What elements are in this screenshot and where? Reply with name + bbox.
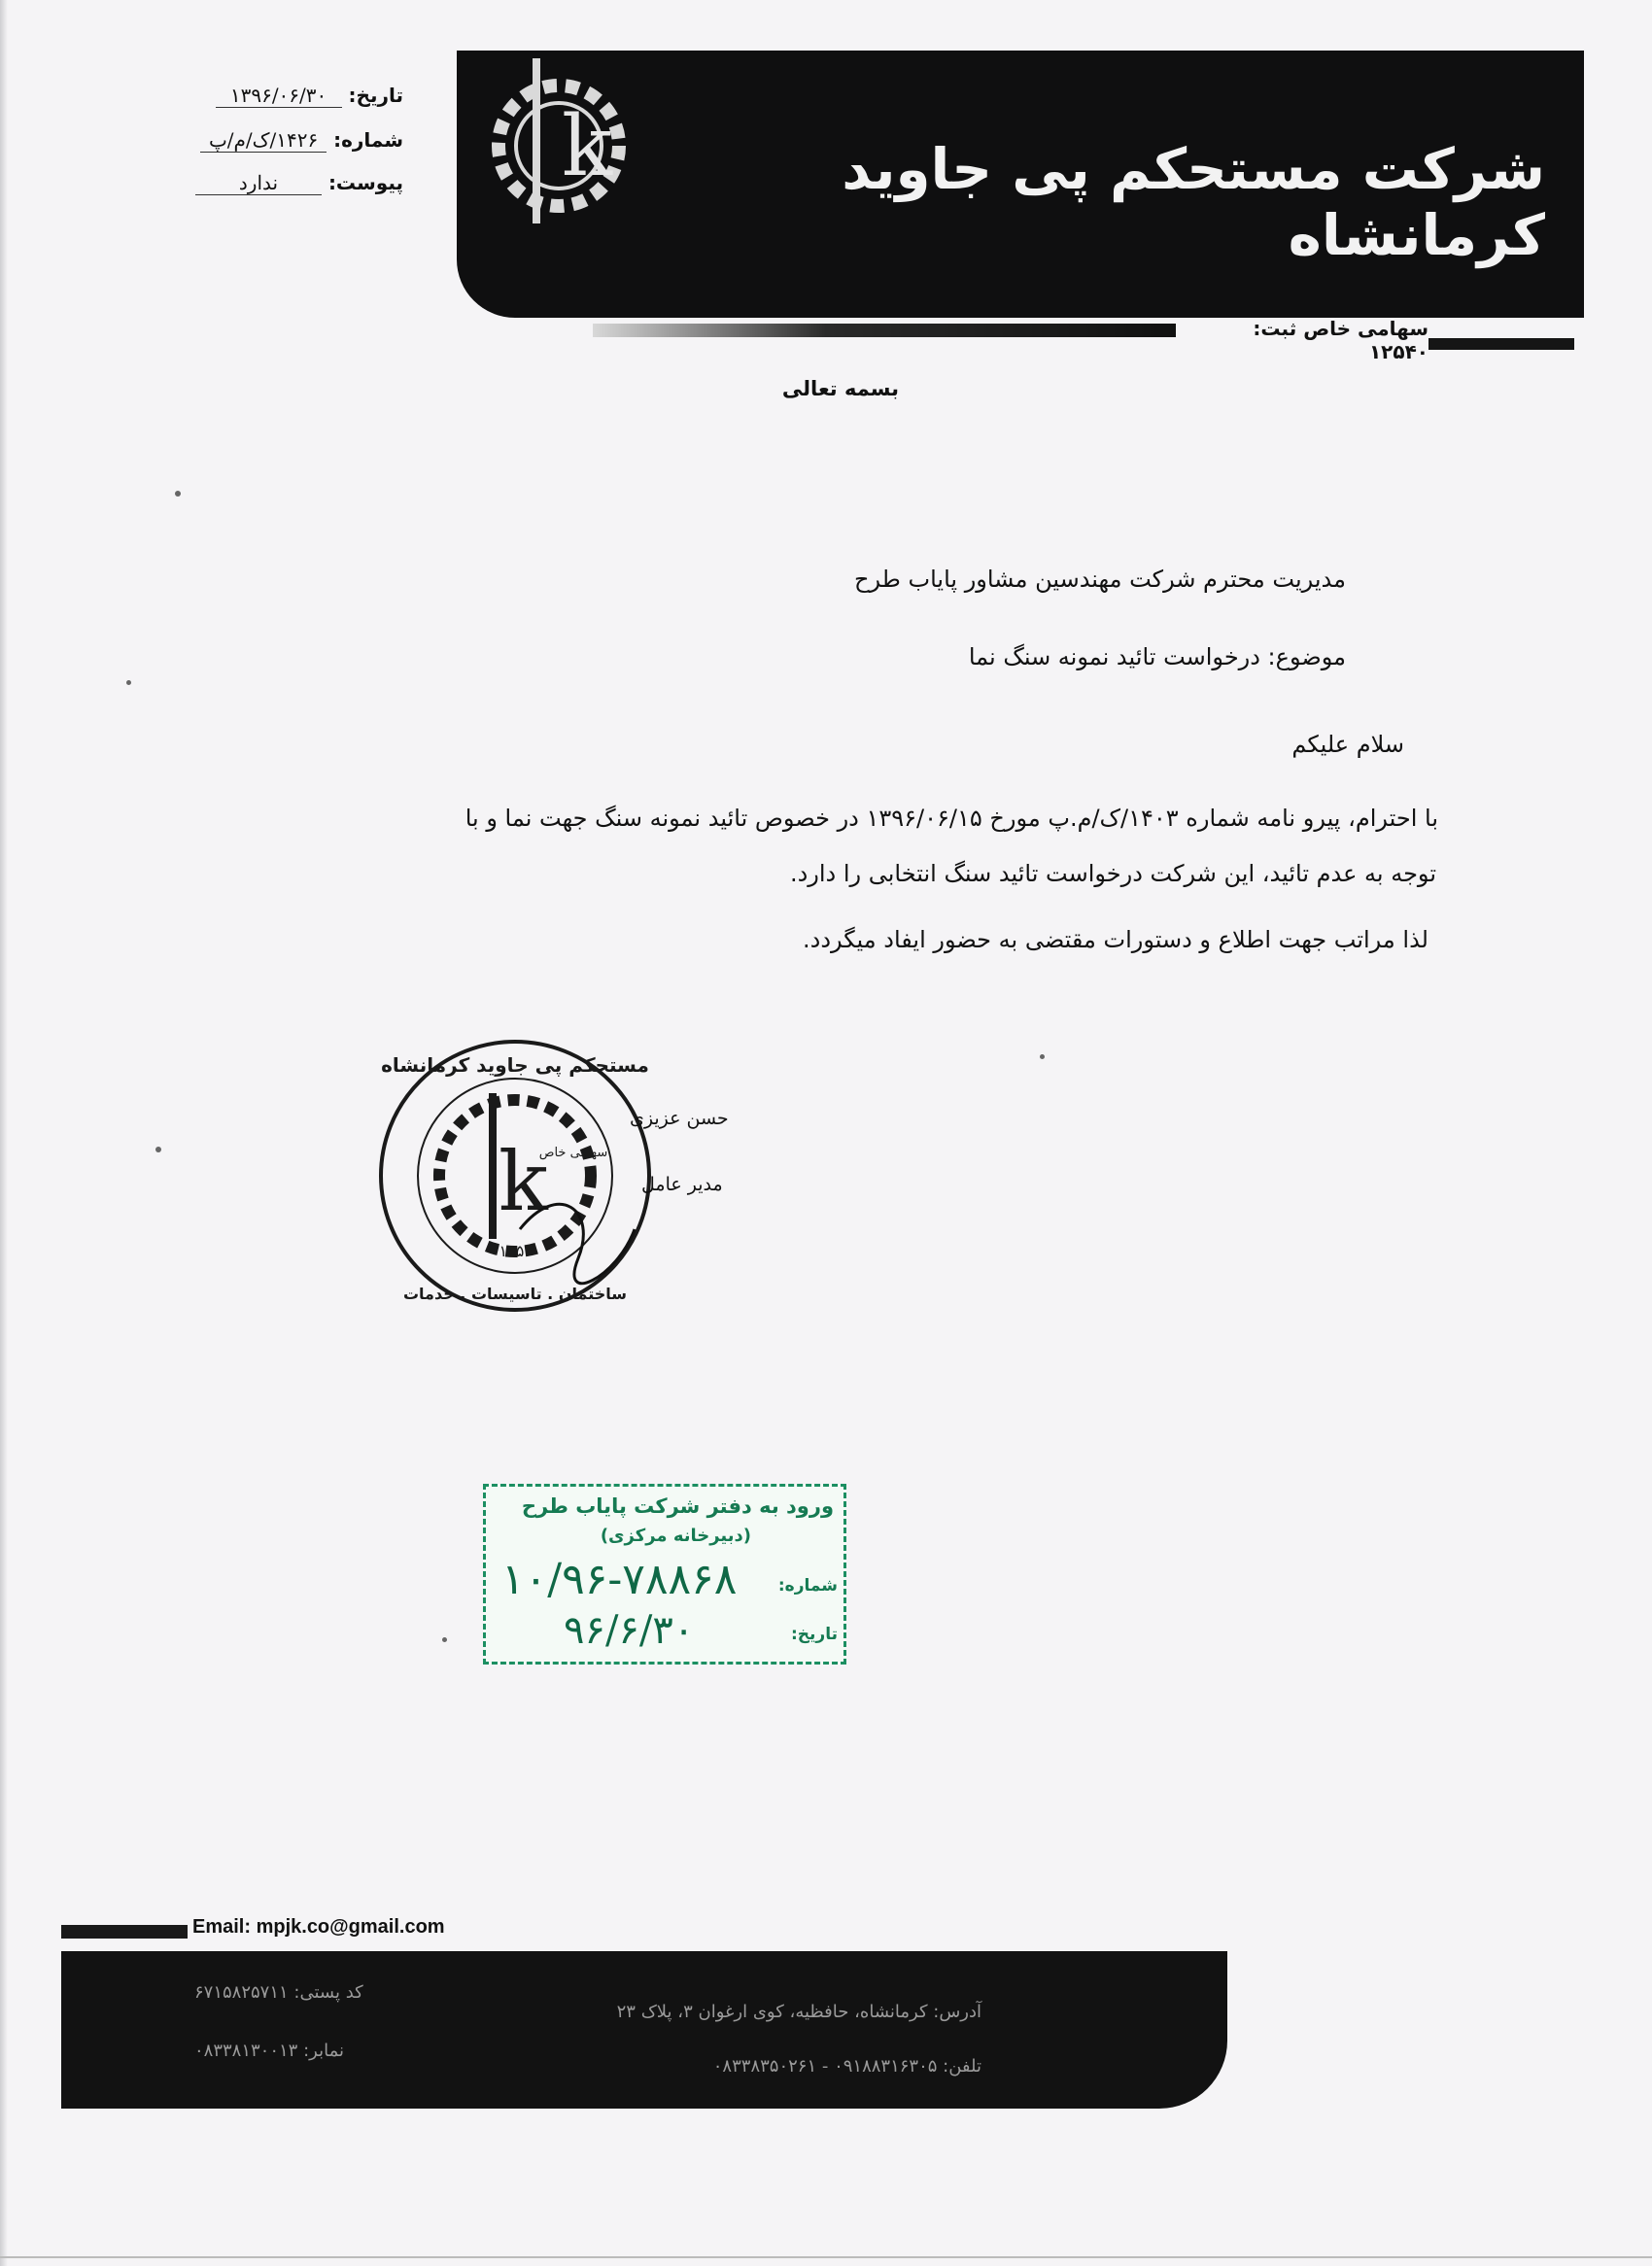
scan-page-edge — [0, 0, 8, 2266]
footer-divider — [61, 1925, 188, 1939]
scan-speck — [175, 491, 181, 497]
date-value: ۱۳۹۶/۰۶/۳۰ — [216, 84, 342, 108]
signatory-title: مدیر عامل — [641, 1174, 723, 1195]
logo-letter: k — [562, 98, 613, 195]
footer-postal-code: کد پستی: ۶۷۱۵۸۲۵۷۱۱ — [194, 1982, 363, 2003]
number-row — [190, 128, 403, 153]
stamp-subtitle: (دبیرخانه مرکزی) — [600, 1526, 751, 1546]
seal-number: ۱۲۵۴۰ — [499, 1242, 541, 1260]
footer-fax: نمابر: ۰۸۳۳۸۱۳۰۰۱۳ — [194, 2041, 344, 2061]
official-seal — [374, 1035, 656, 1317]
attachment-row — [186, 171, 403, 195]
seal-letter: k — [499, 1134, 548, 1229]
letter-greeting: سلام علیکم — [1291, 731, 1404, 758]
header-divider-left — [593, 324, 1176, 337]
scan-bottom-edge — [0, 2256, 1652, 2258]
letter-paragraph-3: لذا مراتب جهت اطلاع و دستورات مقتضی به حضور ایفاد میگردد. — [803, 926, 1428, 953]
signatory-name: حسن عزیزی — [630, 1108, 729, 1129]
attachment-value: ندارد — [195, 171, 322, 195]
letter-paragraph-2: توجه به عدم تائید، این شرکت درخواست تائید سنگ انتخابی را دارد. — [789, 860, 1436, 887]
scan-speck — [1040, 1054, 1045, 1059]
incoming-mail-stamp — [483, 1484, 846, 1665]
footer-address: آدرس: کرمانشاه، حافظیه، کوی ارغوان ۳، پلاک ۲۳ — [616, 2002, 981, 2022]
seal-bottom-text: ساختمان . تاسیسات . خدمات — [402, 1285, 628, 1303]
stamp-date-label: تاریخ: — [791, 1625, 838, 1644]
number-value: ۱۴۲۶/ک/م/پ — [200, 128, 327, 153]
stamp-title: ورود به دفتر شرکت پایاب طرح — [521, 1494, 834, 1518]
company-name: شرکت مستحکم پی جاوید کرمانشاه — [842, 136, 1545, 268]
footer-email: Email: mpjk.co@gmail.com — [192, 1916, 445, 1938]
bismillah-heading: بسمه تعالی — [781, 377, 900, 400]
scan-speck — [442, 1637, 447, 1642]
attachment-label: پیوست: — [327, 171, 403, 194]
stamp-number-label: شماره: — [777, 1576, 838, 1596]
scan-speck — [126, 680, 131, 685]
seal-side-text: سهامی خاص — [538, 1146, 608, 1160]
stamp-date-value: ۹۶/۶/۳۰ — [564, 1608, 695, 1653]
registration-number: سهامی خاص ثبت: ۱۲۵۴۰ — [1253, 317, 1428, 363]
stamp-number-value: ۱۰/۹۶-۷۸۸۶۸ — [501, 1555, 738, 1604]
footer-band — [61, 1951, 1227, 2109]
date-label: تاریخ: — [348, 84, 403, 107]
date-row — [206, 84, 403, 108]
header-divider-right — [1428, 338, 1574, 350]
seal-top-text: مستحکم پی جاوید کرمانشاه — [381, 1053, 649, 1077]
letter-subject: موضوع: درخواست تائید نمونه سنگ نما — [968, 643, 1346, 670]
footer-phones: تلفن: ۰۹۱۸۸۳۱۶۳۰۵ - ۰۸۳۳۸۳۵۰۲۶۱ — [712, 2056, 981, 2077]
letter-paragraph-1: با احترام، پیرو نامه شماره ۱۴۰۳/ک/م.پ مورخ ۱۳۹۶/۰۶/۱۵ در خصوص تائید نمونه سنگ جهت نما و با — [465, 805, 1438, 832]
letter-addressee: مدیریت محترم شرکت مهندسین مشاور پایاب طرح — [854, 566, 1346, 593]
number-label: شماره: — [333, 128, 403, 152]
scan-speck — [155, 1147, 161, 1152]
company-logo — [476, 58, 641, 272]
